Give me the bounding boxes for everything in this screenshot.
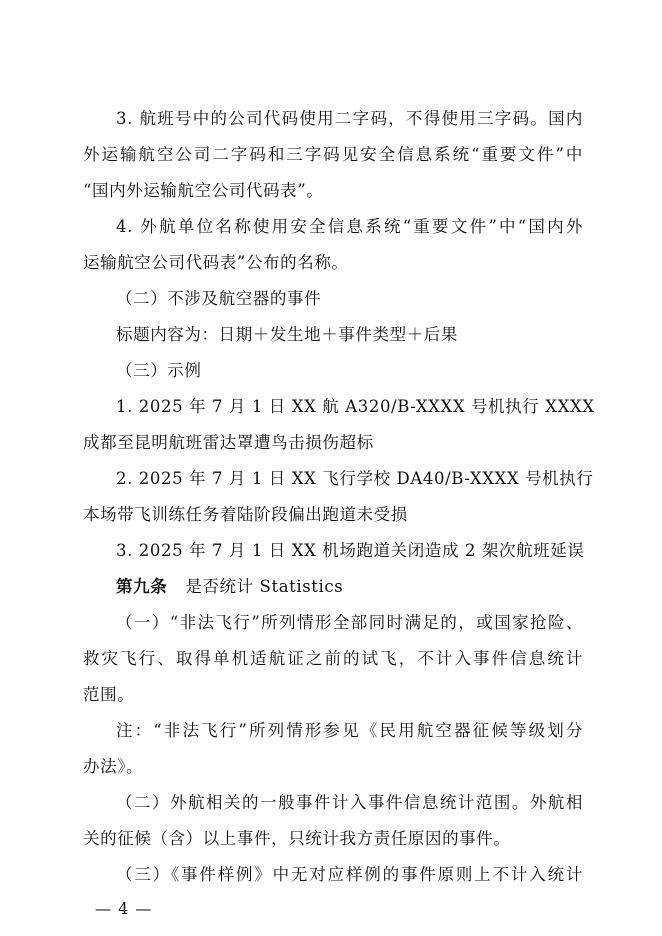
article-title: 是否统计 Statistics (185, 577, 344, 596)
example-line: 成都至昆明航班雷达罩遭鸟击损伤超标 (83, 433, 374, 452)
paragraph-line: 外运输航空公司二字码和三字码见安全信息系统“重要文件”中 (83, 145, 583, 164)
paragraph-line: （三）《事件样例》中无对应样例的事件原则上不计入统计 (116, 865, 583, 884)
section-heading: （三）示例 (116, 361, 202, 380)
page-number: — 4 — (95, 899, 153, 918)
paragraph-line: 救灾飞行、取得单机适航证之前的试飞，不计入事件信息统计 (83, 649, 583, 668)
paragraph-line: 运输航空公司代码表”公布的名称。 (83, 253, 349, 272)
paragraph-line: 3. 航班号中的公司代码使用二字码，不得使用三字码。国内 (116, 109, 583, 128)
example-line: 1. 2025 年 7 月 1 日 XX 航 A320/B-XXXX 号机执行 XXXX (116, 397, 595, 416)
paragraph-line: （二）外航相关的一般事件计入事件信息统计范围。外航相 (116, 793, 583, 812)
paragraph-line: （一）“非法飞行”所列情形全部同时满足的，或国家抢险、 (116, 613, 583, 632)
article-heading (116, 575, 616, 599)
paragraph-line: 4. 外航单位名称使用安全信息系统“重要文件”中“国内外 (116, 217, 583, 236)
paragraph-line: 标题内容为：日期＋发生地＋事件类型＋后果 (116, 325, 458, 344)
note-line: 注：“非法飞行”所列情形参见《民用航空器征候等级划分 (116, 721, 583, 740)
example-line: 3. 2025 年 7 月 1 日 XX 机场跑道关闭造成 2 架次航班延误 (116, 541, 585, 560)
example-line: 2. 2025 年 7 月 1 日 XX 飞行学校 DA40/B-XXXX 号机执行 (116, 469, 594, 488)
paragraph-line: 关的征候（含）以上事件，只统计我方责任原因的事件。 (83, 829, 511, 848)
example-line: 本场带飞训练任务着陆阶段偏出跑道未受损 (83, 505, 408, 524)
paragraph-line: “国内外运输航空公司代码表”。 (83, 181, 324, 200)
article-number: 第九条 (116, 577, 168, 596)
section-heading: （二）不涉及航空器的事件 (116, 289, 322, 308)
note-line: 办法》。 (83, 757, 144, 776)
paragraph-line: 范围。 (83, 685, 135, 704)
